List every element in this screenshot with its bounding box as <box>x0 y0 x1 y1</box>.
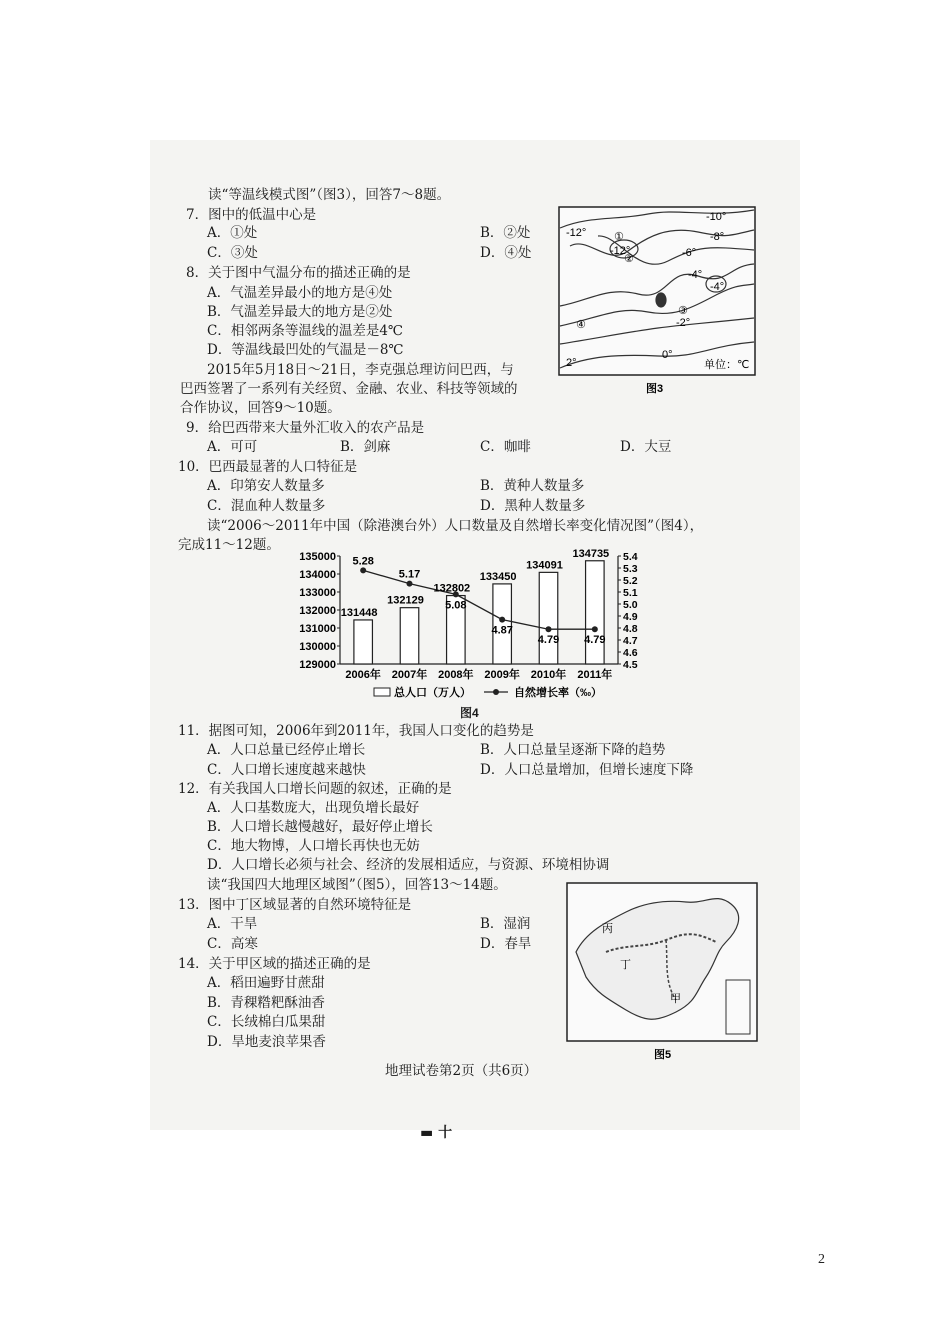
right-tick-label: 5.0 <box>623 599 638 611</box>
right-tick-label: 5.3 <box>623 563 638 575</box>
q11-option-c: C．人口增长速度越来越快 <box>207 762 366 778</box>
page-footer: 地理试卷第2页（共6页） <box>385 1063 538 1079</box>
marker-1: ① <box>614 231 624 243</box>
q8-stem: 8．关于图中气温分布的描述正确的是 <box>186 265 411 281</box>
region-label-ding: 丁 <box>620 959 631 971</box>
right-tick-label: 4.9 <box>623 611 638 623</box>
q7-option-c: C．③处 <box>207 245 258 261</box>
x-tick-label: 2006年 <box>345 669 381 681</box>
fig5-caption: 图5 <box>654 1049 672 1061</box>
x-tick-label: 2008年 <box>438 669 474 681</box>
q11-option-b: B．人口总量呈逐渐下降的趋势 <box>480 742 666 758</box>
q9-option-d: D．大豆 <box>620 439 672 455</box>
bar-value-label: 132129 <box>387 594 424 607</box>
intro-brazil-line1: 2015年5月18日～21日，李克强总理访问巴西，与 <box>207 362 514 378</box>
fig4-caption: 图4 <box>460 706 479 720</box>
q12-option-a: A．人口基数庞大，出现负增长最好 <box>207 800 420 816</box>
q14-option-a: A．稻田遍野甘蔗甜 <box>207 975 325 991</box>
q9-stem: 9．给巴西带来大量外汇收入的农产品是 <box>186 420 425 436</box>
q8-option-a: A．气温差异最小的地方是④处 <box>207 285 393 301</box>
q12-option-c: C．地大物博，人口增长再快也无妨 <box>207 838 420 854</box>
growth-rate-point <box>546 626 552 632</box>
line-value-label: 4.79 <box>537 634 560 647</box>
q10-stem: 10．巴西最显著的人口特征是 <box>178 459 358 475</box>
growth-rate-point <box>592 626 598 632</box>
bar-value-label: 132802 <box>433 582 471 595</box>
x-tick-label: 2009年 <box>484 669 520 681</box>
q11-option-d: D．人口总量增加，但增长速度下降 <box>480 762 694 778</box>
marker-3: ③ <box>678 305 688 317</box>
region-label-jia: 甲 <box>670 993 681 1005</box>
left-tick-label: 131000 <box>299 623 336 635</box>
q14-option-d: D．旱地麦浪苹果香 <box>207 1034 326 1050</box>
bar-value-label: 134091 <box>526 559 563 572</box>
x-tick-label: 2011年 <box>577 669 613 681</box>
right-tick-label: 5.1 <box>623 587 638 599</box>
growth-rate-point <box>407 581 413 587</box>
intro-brazil-line3: 合作协议，回答9～10题。 <box>180 400 341 416</box>
q7-option-a: A．①处 <box>207 225 258 241</box>
population-bar <box>354 620 373 664</box>
q12-stem: 12．有关我国人口增长问题的叙述，正确的是 <box>178 781 452 797</box>
q7-option-b: B．②处 <box>480 225 531 241</box>
q11-stem: 11．据图可知，2006年到2011年，我国人口变化的趋势是 <box>178 723 534 739</box>
fig3-caption: 图3 <box>646 383 664 395</box>
x-tick-label: 2010年 <box>530 669 567 681</box>
q12-option-d: D．人口增长必须与社会、经济的发展相适应，与资源、环境相协调 <box>207 857 610 873</box>
q10-option-c: C．混血种人数量多 <box>207 498 326 514</box>
left-tick-label: 134000 <box>299 569 336 581</box>
line-value-label: 5.28 <box>352 555 374 568</box>
right-tick-label: 5.2 <box>623 575 638 587</box>
left-tick-label: 130000 <box>299 641 336 653</box>
q8-option-c: C．相邻两条等温线的温差是4℃ <box>207 323 404 339</box>
population-bar <box>400 608 419 664</box>
right-tick-label: 5.4 <box>623 551 638 563</box>
line-value-label: 5.17 <box>398 568 421 581</box>
q9-option-c: C．咖啡 <box>480 439 531 455</box>
q7-stem: 7．图中的低温中心是 <box>186 207 317 223</box>
intro-fig3: 读“等温线模式图”（图3），回答7～8题。 <box>208 187 451 203</box>
china-regions-map <box>566 882 762 1062</box>
right-tick-label: 4.6 <box>623 647 638 659</box>
marker-2: ② <box>624 253 634 265</box>
intro-brazil-line2: 巴西签署了一系列有关经贸、金融、农业、科技等领域的 <box>180 381 518 397</box>
legend-line-marker <box>493 689 499 695</box>
legend-bar-swatch <box>374 688 390 696</box>
population-bar <box>586 561 605 664</box>
bar-value-label: 131448 <box>340 606 378 619</box>
x-tick-label: 2007年 <box>391 669 428 681</box>
legend-line-label: 自然增长率（‰） <box>514 687 602 699</box>
q14-option-b: B．青稞糌粑酥油香 <box>207 995 325 1011</box>
left-tick-label: 133000 <box>299 587 336 599</box>
right-tick-label: 4.5 <box>623 659 638 671</box>
left-tick-label: 132000 <box>299 605 336 617</box>
isotherm-label: -12° <box>610 245 631 257</box>
right-tick-label: 4.7 <box>623 635 638 647</box>
q11-option-a: A．人口总量已经停止增长 <box>207 742 366 758</box>
intro-fig4-line2: 完成11～12题。 <box>178 537 280 553</box>
bar-value-label: 134735 <box>572 547 610 560</box>
marker-4: ④ <box>576 319 586 331</box>
q14-option-c: C．长绒棉白瓜果甜 <box>207 1014 326 1030</box>
isotherm-label: 0° <box>662 349 673 361</box>
growth-rate-point <box>499 617 505 623</box>
line-value-label: 4.87 <box>491 624 513 637</box>
right-tick-label: 4.8 <box>623 623 638 635</box>
q8-option-d: D．等温线最凹处的气温是－8℃ <box>207 342 404 358</box>
isotherm-label: -6° <box>682 247 697 259</box>
left-tick-label: 135000 <box>299 551 336 563</box>
line-value-label: 4.79 <box>584 634 606 647</box>
region-label-bing: 丙 <box>602 923 613 935</box>
isotherm-figure <box>558 206 758 396</box>
line-value-label: 5.08 <box>445 599 467 612</box>
isotherm-label: -2° <box>676 317 691 329</box>
q13-option-d: D．春旱 <box>480 936 532 952</box>
q7-option-d: D．④处 <box>480 245 532 261</box>
page-number: 2 <box>818 1252 825 1267</box>
isotherm-label: 2° <box>566 357 577 369</box>
isotherm-label: -8° <box>710 231 725 243</box>
q9-option-a: A．可可 <box>207 439 258 455</box>
legend-bar-label: 总人口（万人） <box>394 687 471 699</box>
left-tick-label: 129000 <box>299 659 336 671</box>
intro-fig5: 读“我国四大地理区域图”（图5），回答13～14题。 <box>207 877 507 893</box>
bar-value-label: 133450 <box>479 570 517 583</box>
q13-option-c: C．高寒 <box>207 936 258 952</box>
unit-label: 单位：℃ <box>704 359 750 371</box>
population-chart <box>278 546 670 718</box>
q10-option-b: B．黄种人数量多 <box>480 478 585 494</box>
q12-option-b: B．人口增长越慢越好，最好停止增长 <box>207 819 433 835</box>
isotherm-label: -4° <box>688 269 703 281</box>
q10-option-d: D．黑种人数量多 <box>480 498 586 514</box>
q14-stem: 14．关于甲区域的描述正确的是 <box>178 956 371 972</box>
q13-option-a: A．干旱 <box>207 916 258 932</box>
intro-fig4-line1: 读“2006～2011年中国（除港澳台外）人口数量及自然增长率变化情况图”（图4）， <box>207 518 704 534</box>
bottom-mark: ▬ 十 <box>420 1125 453 1141</box>
q8-option-b: B．气温差异最大的地方是②处 <box>207 304 393 320</box>
q13-stem: 13．图中丁区域显著的自然环境特征是 <box>178 897 412 913</box>
isotherm-label: -4° <box>710 281 725 293</box>
isotherm-label: -12° <box>566 227 587 239</box>
q13-option-b: B．湿润 <box>480 916 531 932</box>
population-bar <box>539 572 558 664</box>
q10-option-a: A．印第安人数量多 <box>207 478 325 494</box>
growth-rate-point <box>360 567 366 573</box>
q9-option-b: B．剑麻 <box>340 439 391 455</box>
isotherm-label: -10° <box>706 211 727 223</box>
